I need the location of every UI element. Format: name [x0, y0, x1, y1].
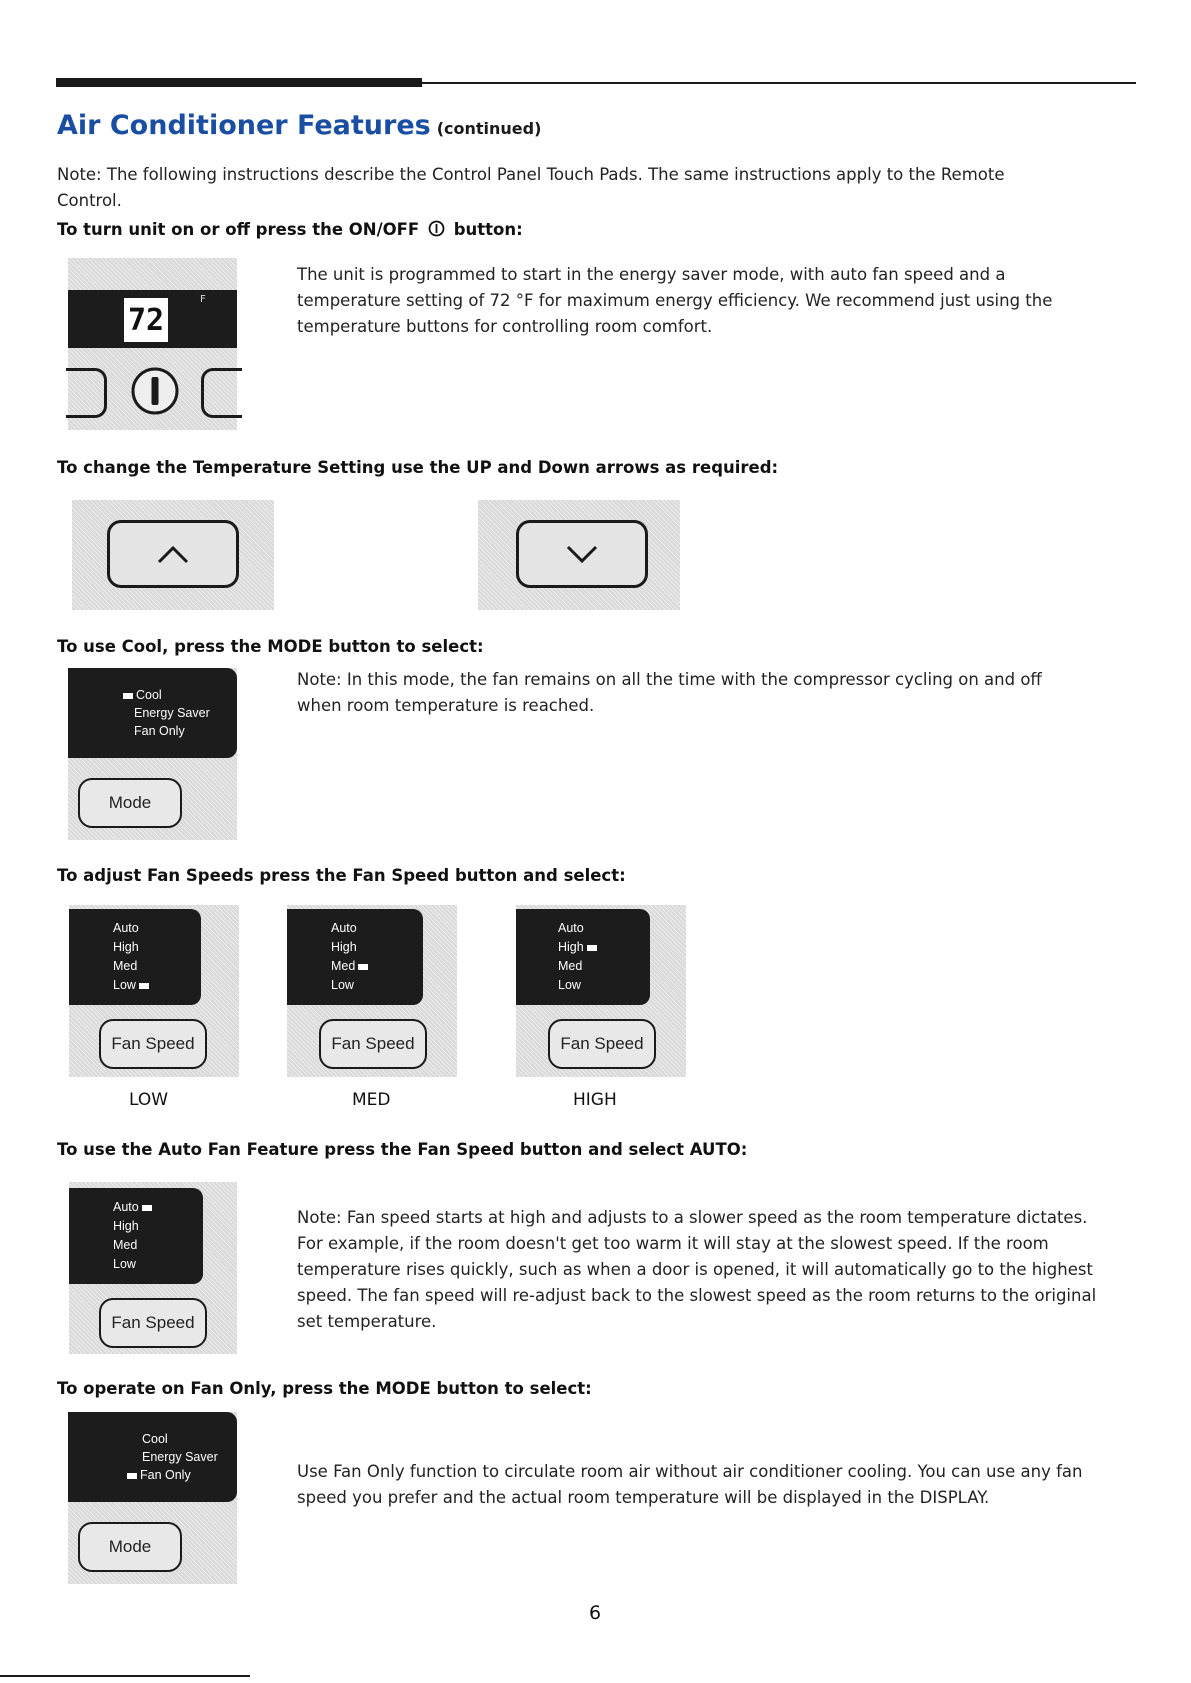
active-indicator	[127, 1473, 137, 1479]
temperature-heading: To change the Temperature Setting use the UP and Down arrows as required:	[57, 458, 779, 477]
page-number: 6	[589, 1602, 602, 1624]
right-button-edge	[201, 368, 242, 418]
temperature-display: 72	[124, 298, 168, 342]
fan-only-mode-panel-image	[68, 1412, 237, 1584]
chevron-down-icon	[562, 542, 602, 566]
caption-med: MED	[352, 1090, 391, 1110]
fan-speed-button[interactable]: Fan Speed	[319, 1019, 427, 1069]
speed-high: High	[113, 940, 139, 954]
down-arrow-panel-image	[478, 500, 680, 610]
speed-med: Med	[113, 1238, 138, 1252]
active-indicator	[358, 964, 368, 970]
speed-low: Low	[113, 1257, 136, 1271]
speed-auto: Auto	[113, 1198, 155, 1216]
fan-speed-low-panel-image	[69, 905, 239, 1077]
title-text: Air Conditioner Features	[57, 110, 431, 141]
fan-speed-button[interactable]: Fan Speed	[99, 1019, 207, 1069]
footer-rule	[0, 1675, 250, 1677]
header-bar	[56, 78, 422, 87]
speed-med: Med	[558, 959, 583, 973]
mode-screen	[68, 1412, 237, 1502]
auto-fan-panel-image	[69, 1182, 237, 1354]
speed-auto: Auto	[331, 921, 357, 935]
mode-option-energy-saver: Energy Saver	[142, 1450, 218, 1464]
down-arrow-button[interactable]	[516, 520, 648, 588]
power-heading	[57, 220, 523, 239]
fan-screen-high	[516, 909, 650, 1005]
cool-mode-panel-image	[68, 668, 237, 840]
fan-speed-heading: To adjust Fan Speeds press the Fan Speed button and select:	[57, 866, 626, 885]
fan-speed-button[interactable]: Fan Speed	[99, 1298, 207, 1348]
speed-auto: Auto	[113, 921, 139, 935]
speed-med: Med	[113, 959, 138, 973]
intro-note: Note: The following instructions describe the Control Panel Touch Pads. The same instructions apply to the Remote Control.	[57, 165, 1005, 210]
speed-low: Low	[331, 978, 354, 992]
up-arrow-button[interactable]	[107, 520, 239, 588]
page-title	[57, 110, 541, 141]
up-arrow-panel-image	[72, 500, 274, 610]
caption-high: HIGH	[573, 1090, 617, 1110]
speed-low: Low	[113, 976, 152, 994]
auto-fan-heading: To use the Auto Fan Feature press the Fan Speed button and select AUTO:	[57, 1140, 748, 1159]
speed-high: High	[558, 938, 600, 956]
power-heading-suffix: button:	[453, 220, 523, 239]
mode-option-energy-saver: Energy Saver	[134, 706, 210, 720]
left-button-edge	[66, 368, 107, 418]
mode-option-fan-only: Fan Only	[134, 724, 185, 738]
caption-low: LOW	[129, 1090, 169, 1110]
fan-only-heading: To operate on Fan Only, press the MODE button to select:	[57, 1379, 592, 1398]
mode-option-cool: Cool	[120, 686, 162, 704]
speed-auto: Auto	[558, 921, 584, 935]
mode-option-cool: Cool	[142, 1432, 168, 1446]
speed-high: High	[113, 1219, 139, 1233]
speed-low: Low	[558, 978, 581, 992]
power-panel-image	[68, 258, 237, 430]
fan-only-body: Use Fan Only function to circulate room air without air conditioner cooling. You can use any fan speed you prefer and the actual room temperature will be displayed in the DISPLAY.	[297, 1462, 1083, 1507]
mode-option-fan-only: Fan Only	[124, 1466, 191, 1484]
display-unit: F	[200, 294, 206, 305]
fan-screen-med	[287, 909, 423, 1005]
mode-button[interactable]: Mode	[78, 778, 182, 828]
cool-body: Note: In this mode, the fan remains on all the time with the compressor cycling on and off when room temperature is reached.	[297, 670, 1042, 715]
fan-screen-auto	[69, 1188, 203, 1284]
chevron-up-icon	[153, 542, 193, 566]
active-indicator	[587, 945, 597, 951]
fan-screen-low	[69, 909, 201, 1005]
mode-screen	[68, 668, 237, 758]
title-suffix: (continued)	[436, 119, 542, 138]
speed-high: High	[331, 940, 357, 954]
active-indicator	[142, 1205, 152, 1211]
cool-heading: To use Cool, press the MODE button to select:	[57, 637, 484, 656]
power-icon	[428, 220, 445, 237]
power-body: The unit is programmed to start in the energy saver mode, with auto fan speed and a temperature setting of 72 °F for maximum energy efficiency. We recommend just using the temperature buttons for controlling room comfort.	[297, 265, 1053, 336]
fan-speed-button[interactable]: Fan Speed	[548, 1019, 656, 1069]
power-heading-text: To turn unit on or off press the ON/OFF	[57, 220, 420, 239]
fan-speed-high-panel-image	[516, 905, 686, 1077]
active-indicator	[123, 693, 133, 699]
mode-button[interactable]: Mode	[78, 1522, 182, 1572]
active-indicator	[139, 983, 149, 989]
auto-fan-body: Note: Fan speed starts at high and adjusts to a slower speed as the room temperature dictates. For example, if the room doesn't get too warm it will stay at the slowest speed. If the room temperature rises quickly, such as when a door is opened, it will automatically go to the highest speed. The fan speed will re-adjust back to the slowest speed as the room returns to the original set temperature.	[297, 1208, 1097, 1331]
fan-speed-med-panel-image	[287, 905, 457, 1077]
speed-med: Med	[331, 957, 371, 975]
power-button[interactable]	[130, 364, 180, 418]
